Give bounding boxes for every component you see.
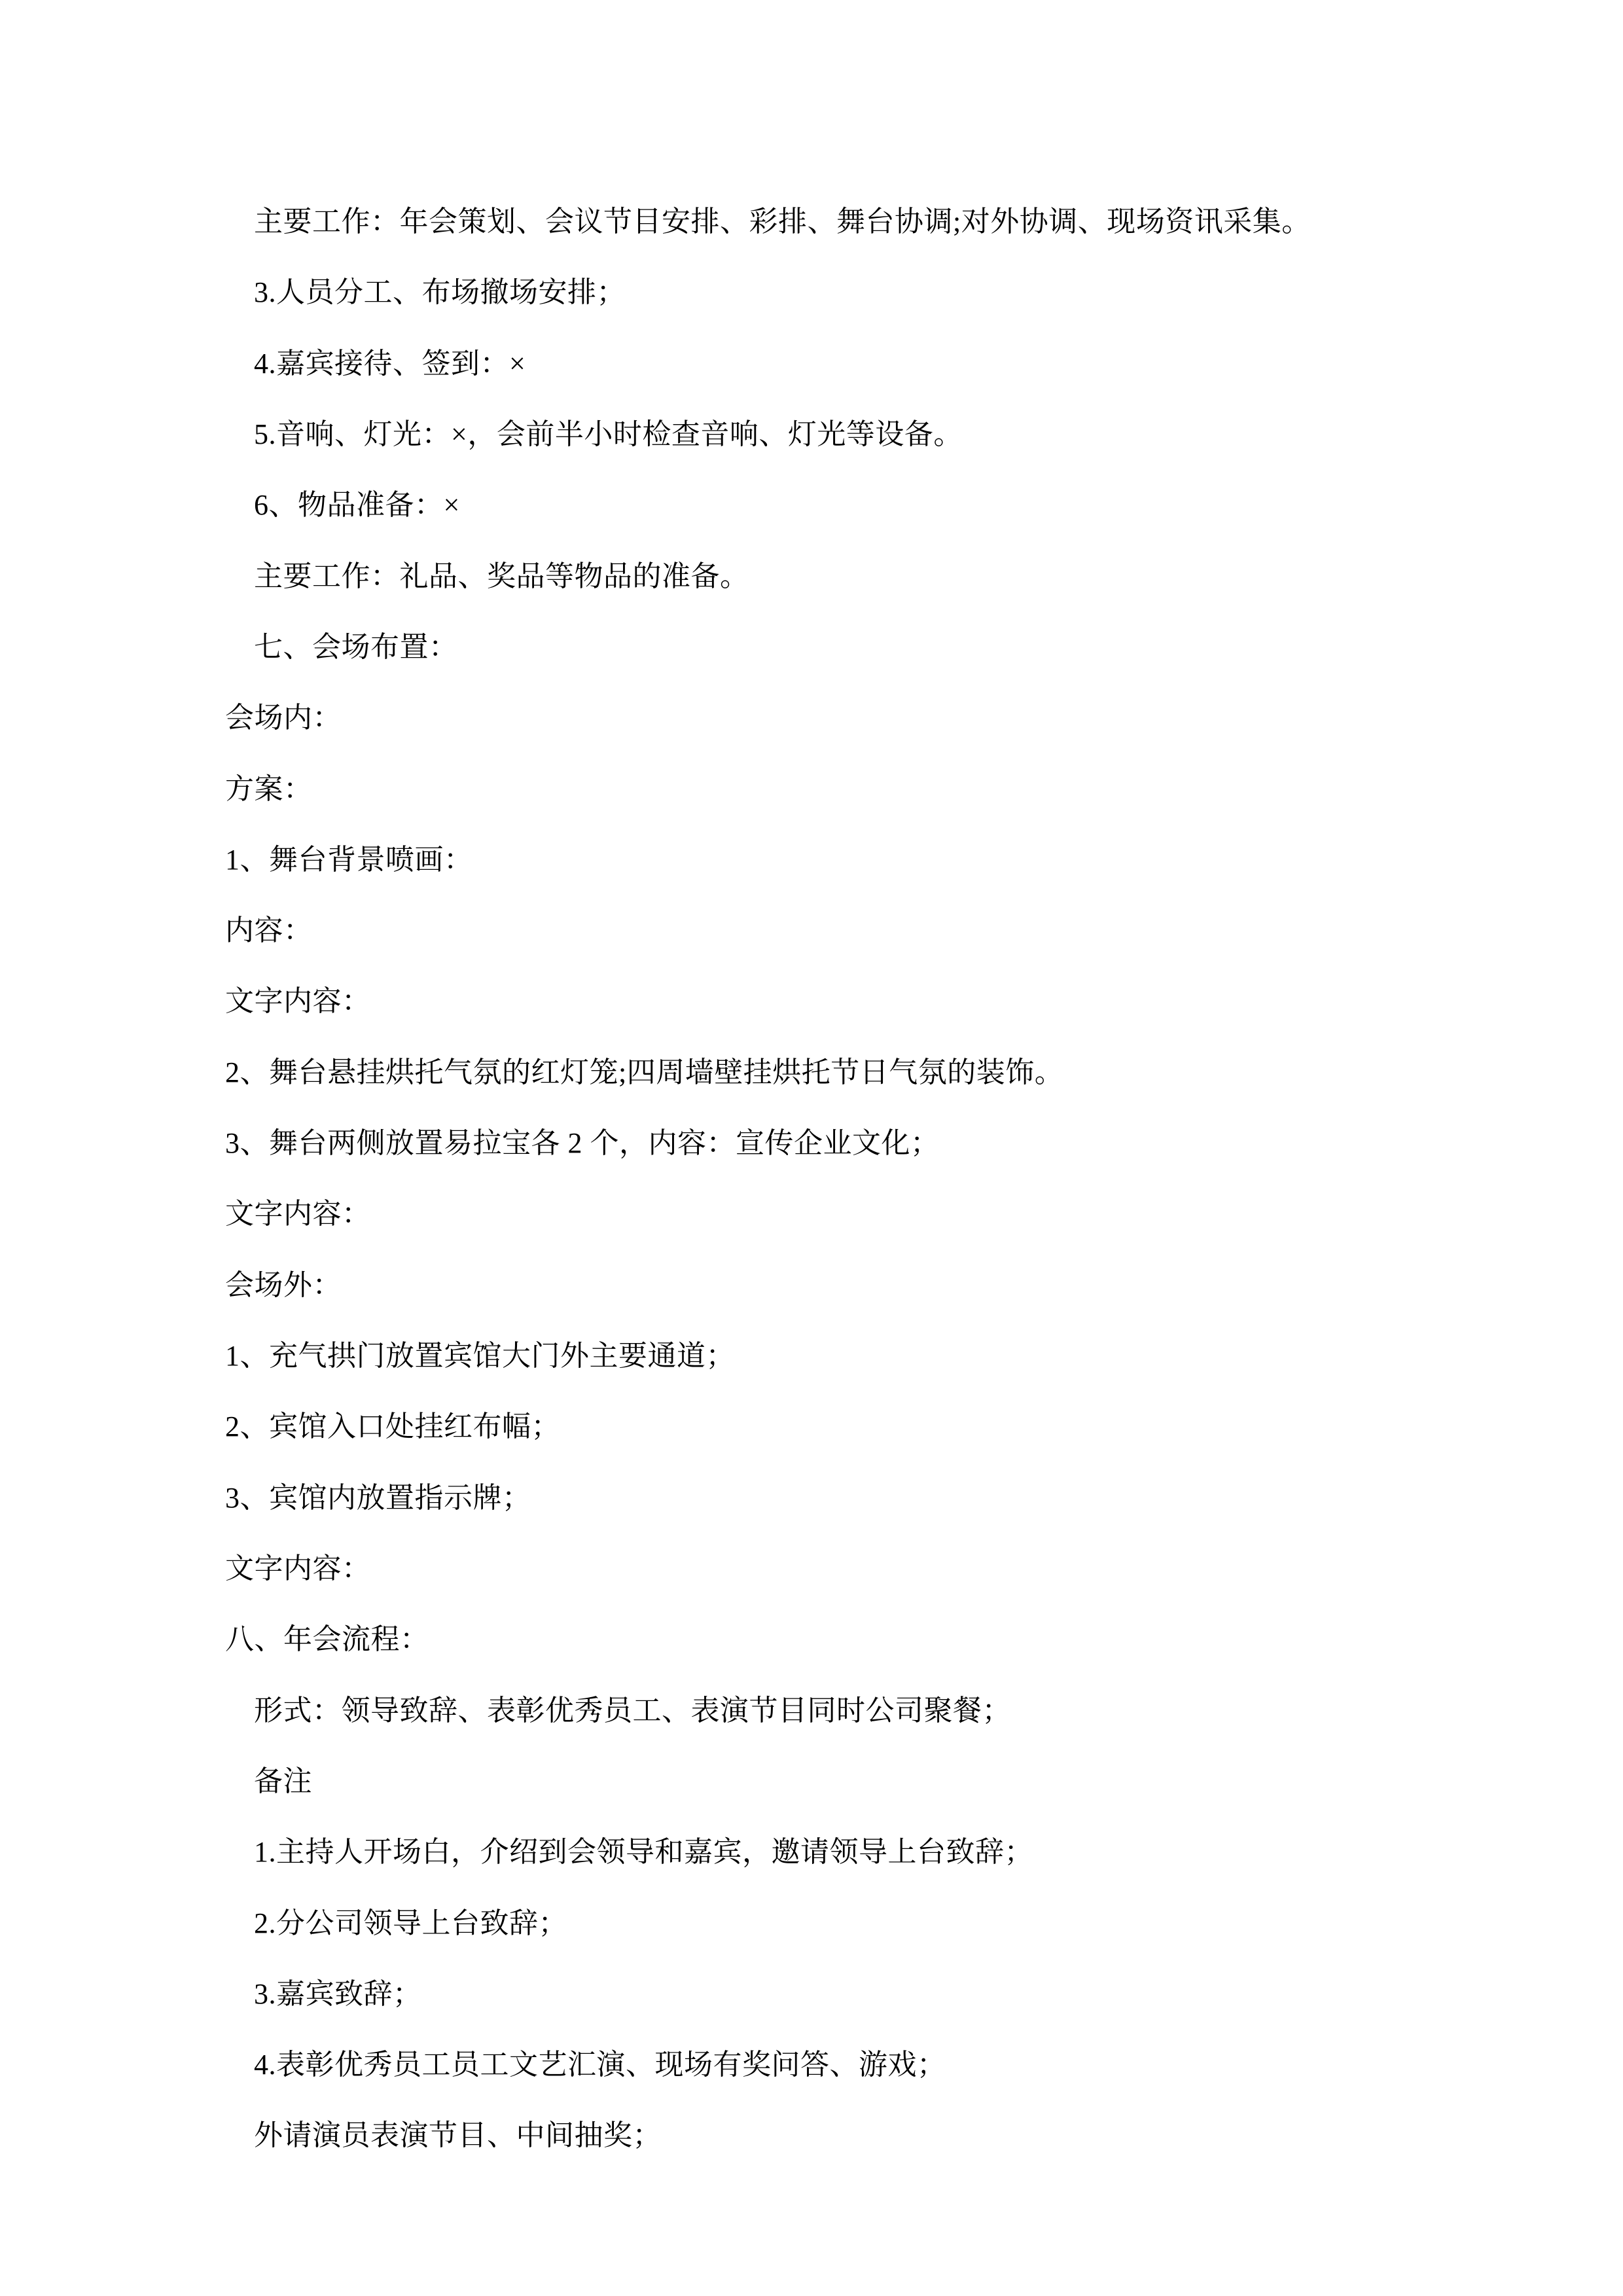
document-paragraph: 2.分公司领导上台致辞；: [254, 1907, 567, 1939]
document-body: [196, 196, 1427, 2162]
document-paragraph: 文字内容：: [225, 1198, 371, 1230]
document-paragraph: 文字内容：: [225, 985, 371, 1018]
document-paragraph: 3、宾馆内放置指示牌；: [225, 1481, 531, 1514]
document-paragraph: 文字内容：: [225, 1552, 371, 1585]
document-paragraph: 备注: [254, 1765, 312, 1797]
document-paragraph: 4.表彰优秀员工员工文艺汇演、现场有奖问答、游戏；: [254, 2049, 946, 2081]
document-paragraph: 1、舞台背景喷画：: [225, 843, 473, 876]
document-paragraph: 八、年会流程：: [225, 1623, 429, 1656]
document-paragraph: 会场内：: [225, 702, 342, 734]
document-paragraph: 2、舞台悬挂烘托气氛的红灯笼;四周墙壁挂烘托节日气氛的装饰。: [225, 1056, 1064, 1088]
document-paragraph: 会场外：: [225, 1268, 342, 1301]
document-paragraph: 3.嘉宾致辞；: [254, 1977, 422, 2010]
document-paragraph: 1、充气拱门放置宾馆大门外主要通道；: [225, 1340, 735, 1372]
document-paragraph: 6、物品准备：×: [254, 489, 460, 522]
document-paragraph: 主要工作：年会策划、会议节目安排、彩排、舞台协调;对外协调、现场资讯采集。: [254, 206, 1311, 238]
document-paragraph: 内容：: [225, 914, 313, 947]
document-paragraph: 七、会场布置：: [254, 630, 458, 663]
document-paragraph: 3、舞台两侧放置易拉宝各 2 个，内容：宣传企业文化；: [225, 1127, 940, 1160]
document-paragraph: 1.主持人开场白，介绍到会领导和嘉宾，邀请领导上台致辞；: [254, 1836, 1033, 1869]
document-paragraph: 2、宾馆入口处挂红布幅；: [225, 1410, 560, 1443]
document-paragraph: 5.音响、灯光：×，会前半小时检查音响、灯光等设备。: [254, 418, 963, 450]
document-paragraph: 方案：: [225, 772, 313, 805]
document-paragraph: 4.嘉宾接待、签到：×: [254, 347, 526, 380]
document-paragraph: 3.人员分工、布场撤场安排；: [254, 276, 626, 309]
document-paragraph: 外请演员表演节目、中间抽奖；: [254, 2119, 662, 2152]
document-paragraph: 形式：领导致辞、表彰优秀员工、表演节目同时公司聚餐；: [254, 1694, 1011, 1727]
document-paragraph: 主要工作：礼品、奖品等物品的准备。: [254, 560, 749, 592]
